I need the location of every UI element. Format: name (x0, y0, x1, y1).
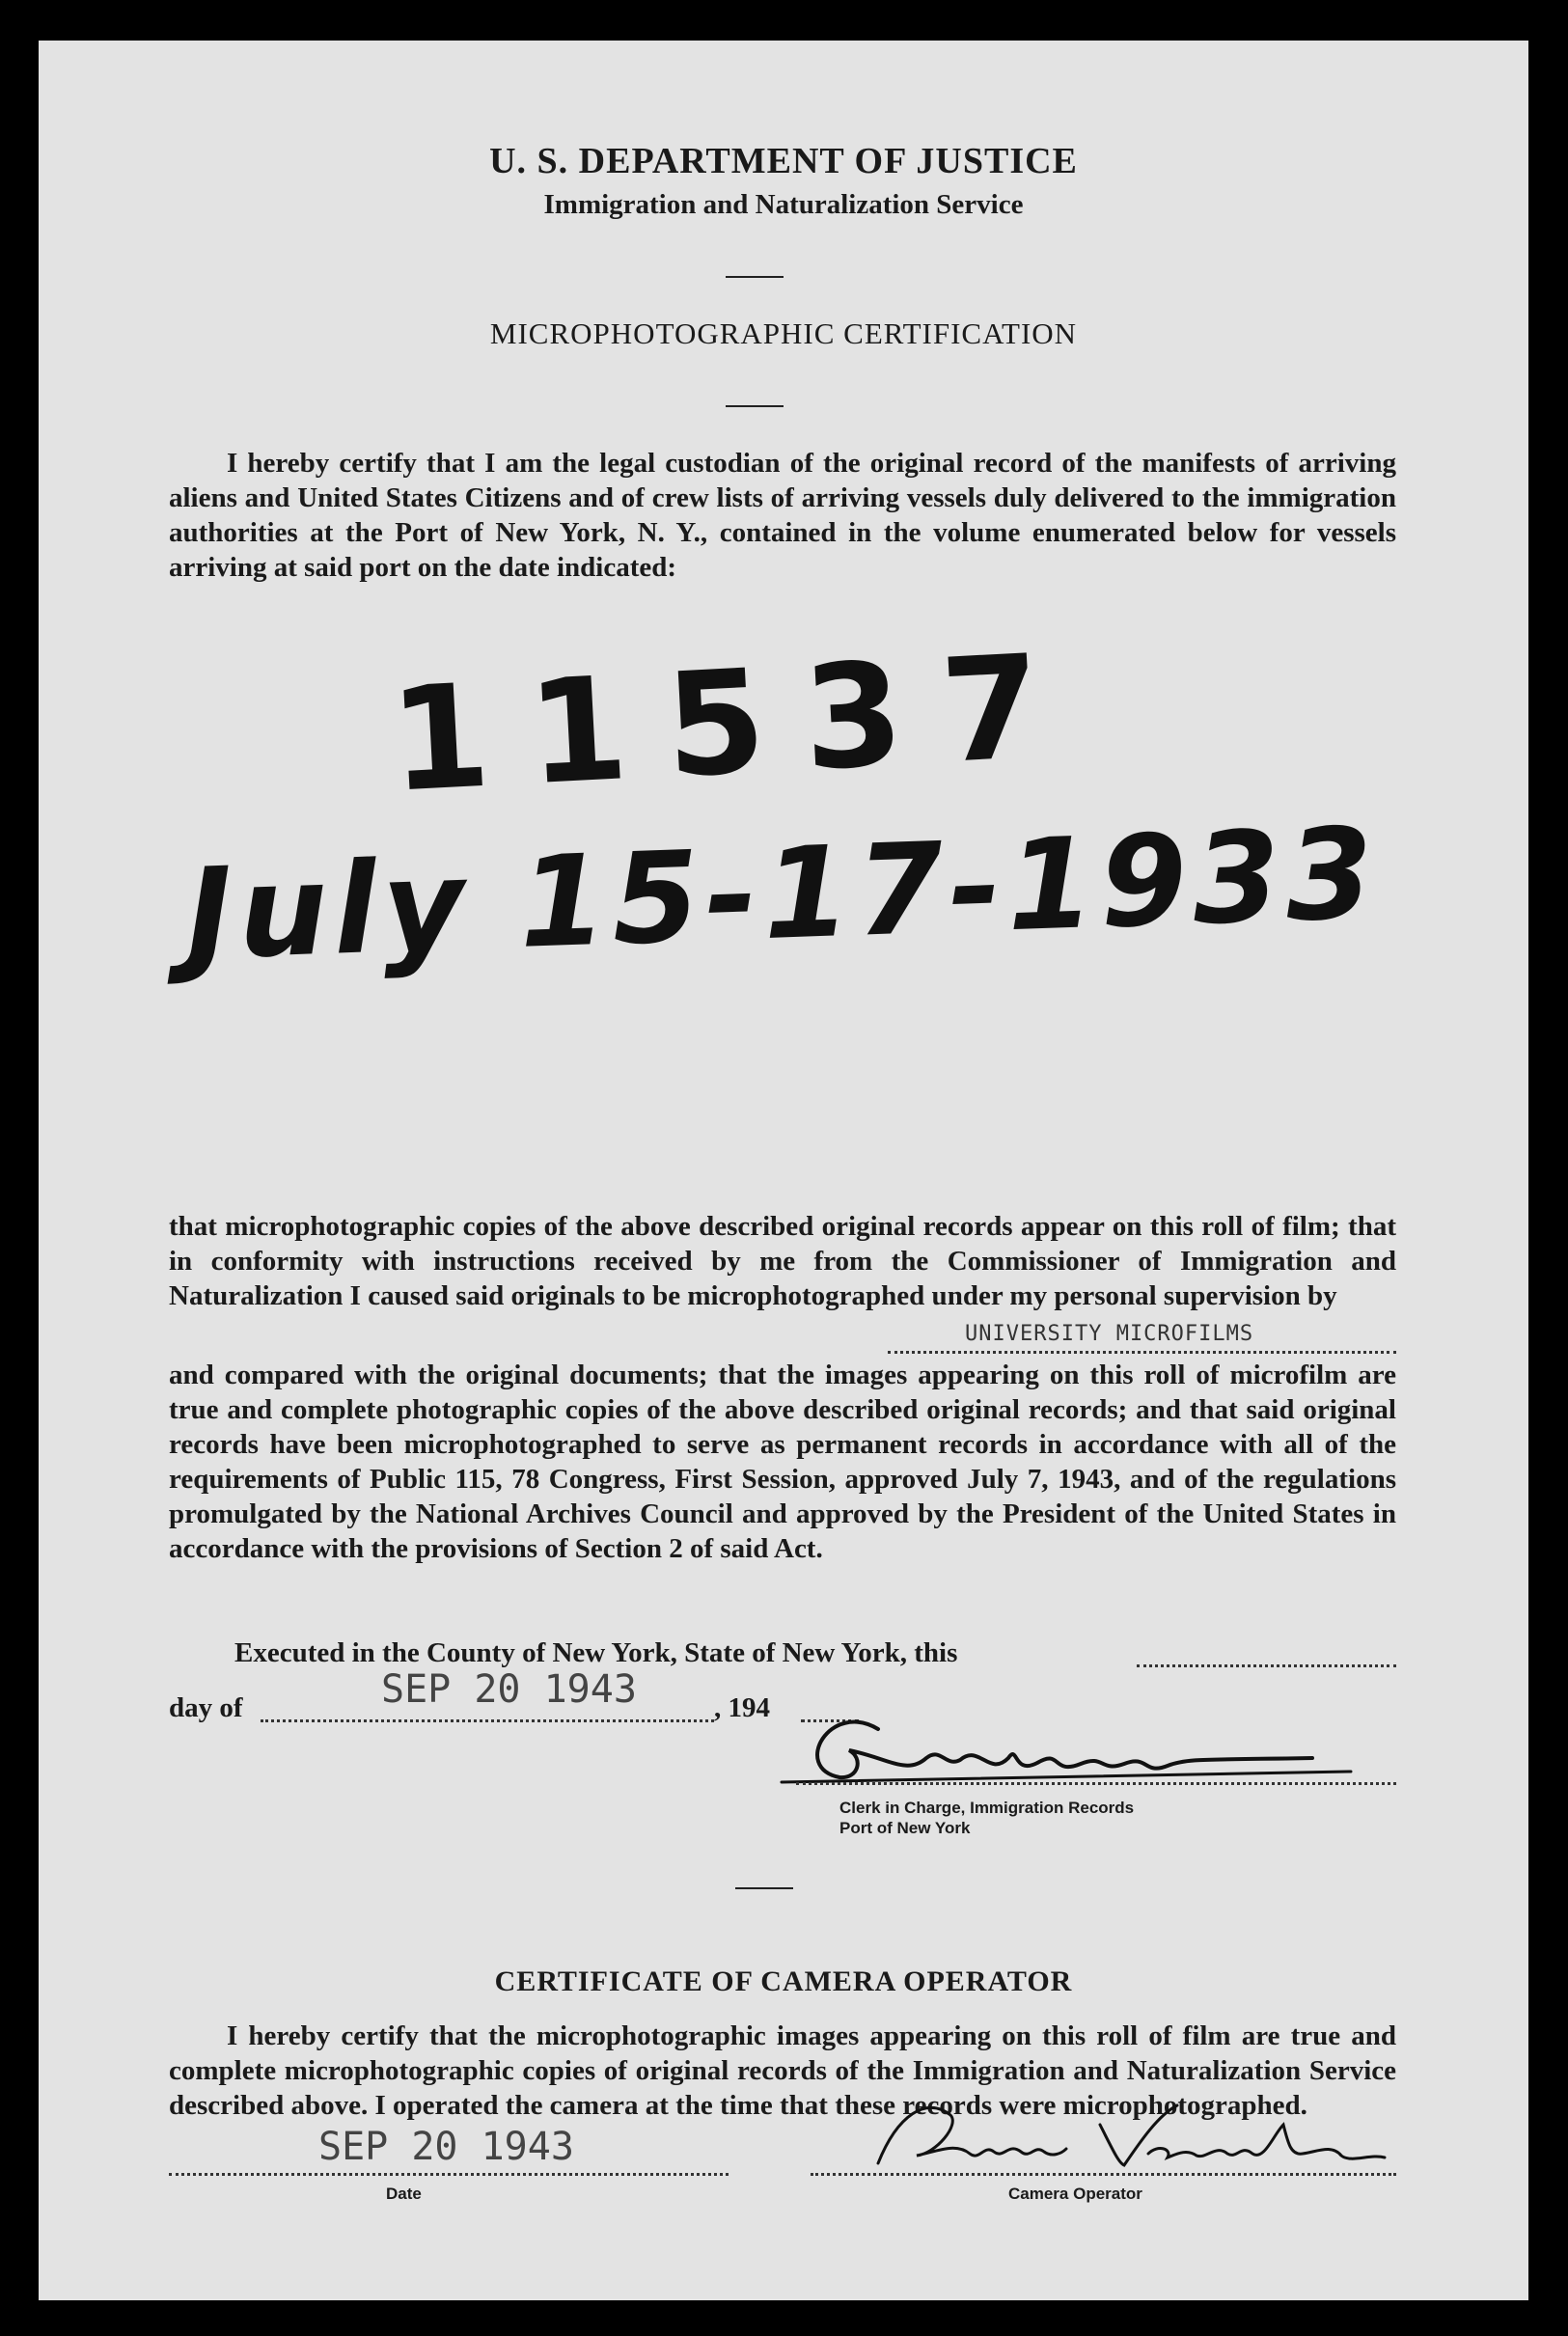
camera-operator-signature (859, 2096, 1399, 2183)
divider-rule (726, 405, 784, 407)
divider-rule (726, 276, 784, 278)
camera-operator-title: CERTIFICATE OF CAMERA OPERATOR (494, 1965, 1073, 1997)
certificate-page (39, 41, 1528, 2300)
executed-line-label: Executed in the County of New York, State of New York, this (234, 1637, 958, 1668)
day-of-dotted-line (261, 1719, 714, 1722)
clerk-signature (772, 1690, 1370, 1806)
microfilmer-dotted-line (888, 1351, 1396, 1354)
date-label: Date (386, 2185, 422, 2203)
clerk-signature-dotted-line (796, 1782, 1396, 1785)
certification-title: MICROPHOTOGRAPHIC CERTIFICATION (489, 316, 1078, 350)
executed-dotted-line (1137, 1664, 1396, 1667)
camera-operator-paragraph: I hereby certify that the microphotographic images appearing on this roll of film are true and complete microphotographic copies of original records of the Immigration and Naturalization Service described above. I operated the camera at the time that these records were microphotographed. (169, 2020, 1396, 2121)
year-label: , 194 (714, 1692, 770, 1723)
service-subheading: Immigration and Naturalization Service (543, 189, 1024, 220)
divider-rule (735, 1887, 793, 1889)
handwritten-volume-number: 11537 (386, 621, 1084, 824)
stamped-date: SEP 20 1943 (381, 1667, 637, 1712)
body-paragraph-part2: and compared with the original documents; that the images appearing on this roll of microfilm are true and complete photographic copies of the above described original records; and that said original records have been microphotographed to serve as permanent records in accordance with all of the requirements of Public 115, 78 Congress, First Session, approved July 7, 1943, and of the regulations promulgated by the National Archives Council and approved by the President of the United States in accordance with the provisions of Section 2 of said Act. (169, 1360, 1396, 1564)
body-paragraph-part1: that microphotographic copies of the above described original records appear on this roll of film; that in conformity with instructions received by me from the Commissioner of Immigration and Naturalization I caused said originals to be microphotographed under my personal supervision by (169, 1211, 1396, 1311)
intro-paragraph: I hereby certify that I am the legal custodian of the original record of the manifests of arriving aliens and United States Citizens and of crew lists of arriving vessels duly delivered to the immigration authorities at the Port of New York, N. Y., contained in the volume enumerated below for vessels arriving at said port on the date indicated: (169, 448, 1396, 583)
date-dotted-line (169, 2173, 729, 2176)
clerk-title-line1: Clerk in Charge, Immigration Records (839, 1799, 1135, 1817)
camera-operator-label: Camera Operator (1008, 2185, 1142, 2203)
operator-signature-dotted-line (811, 2173, 1396, 2176)
microfilmer-name: UNIVERSITY MICROFILMS (965, 1322, 1254, 1346)
clerk-title-line2: Port of New York (839, 1819, 971, 1837)
handwritten-date-range: July 15-17-1933 (183, 799, 1382, 988)
department-heading: U. S. DEPARTMENT OF JUSTICE (489, 141, 1078, 181)
camera-stamped-date: SEP 20 1943 (318, 2125, 574, 2169)
day-of-label: day of (169, 1692, 243, 1723)
